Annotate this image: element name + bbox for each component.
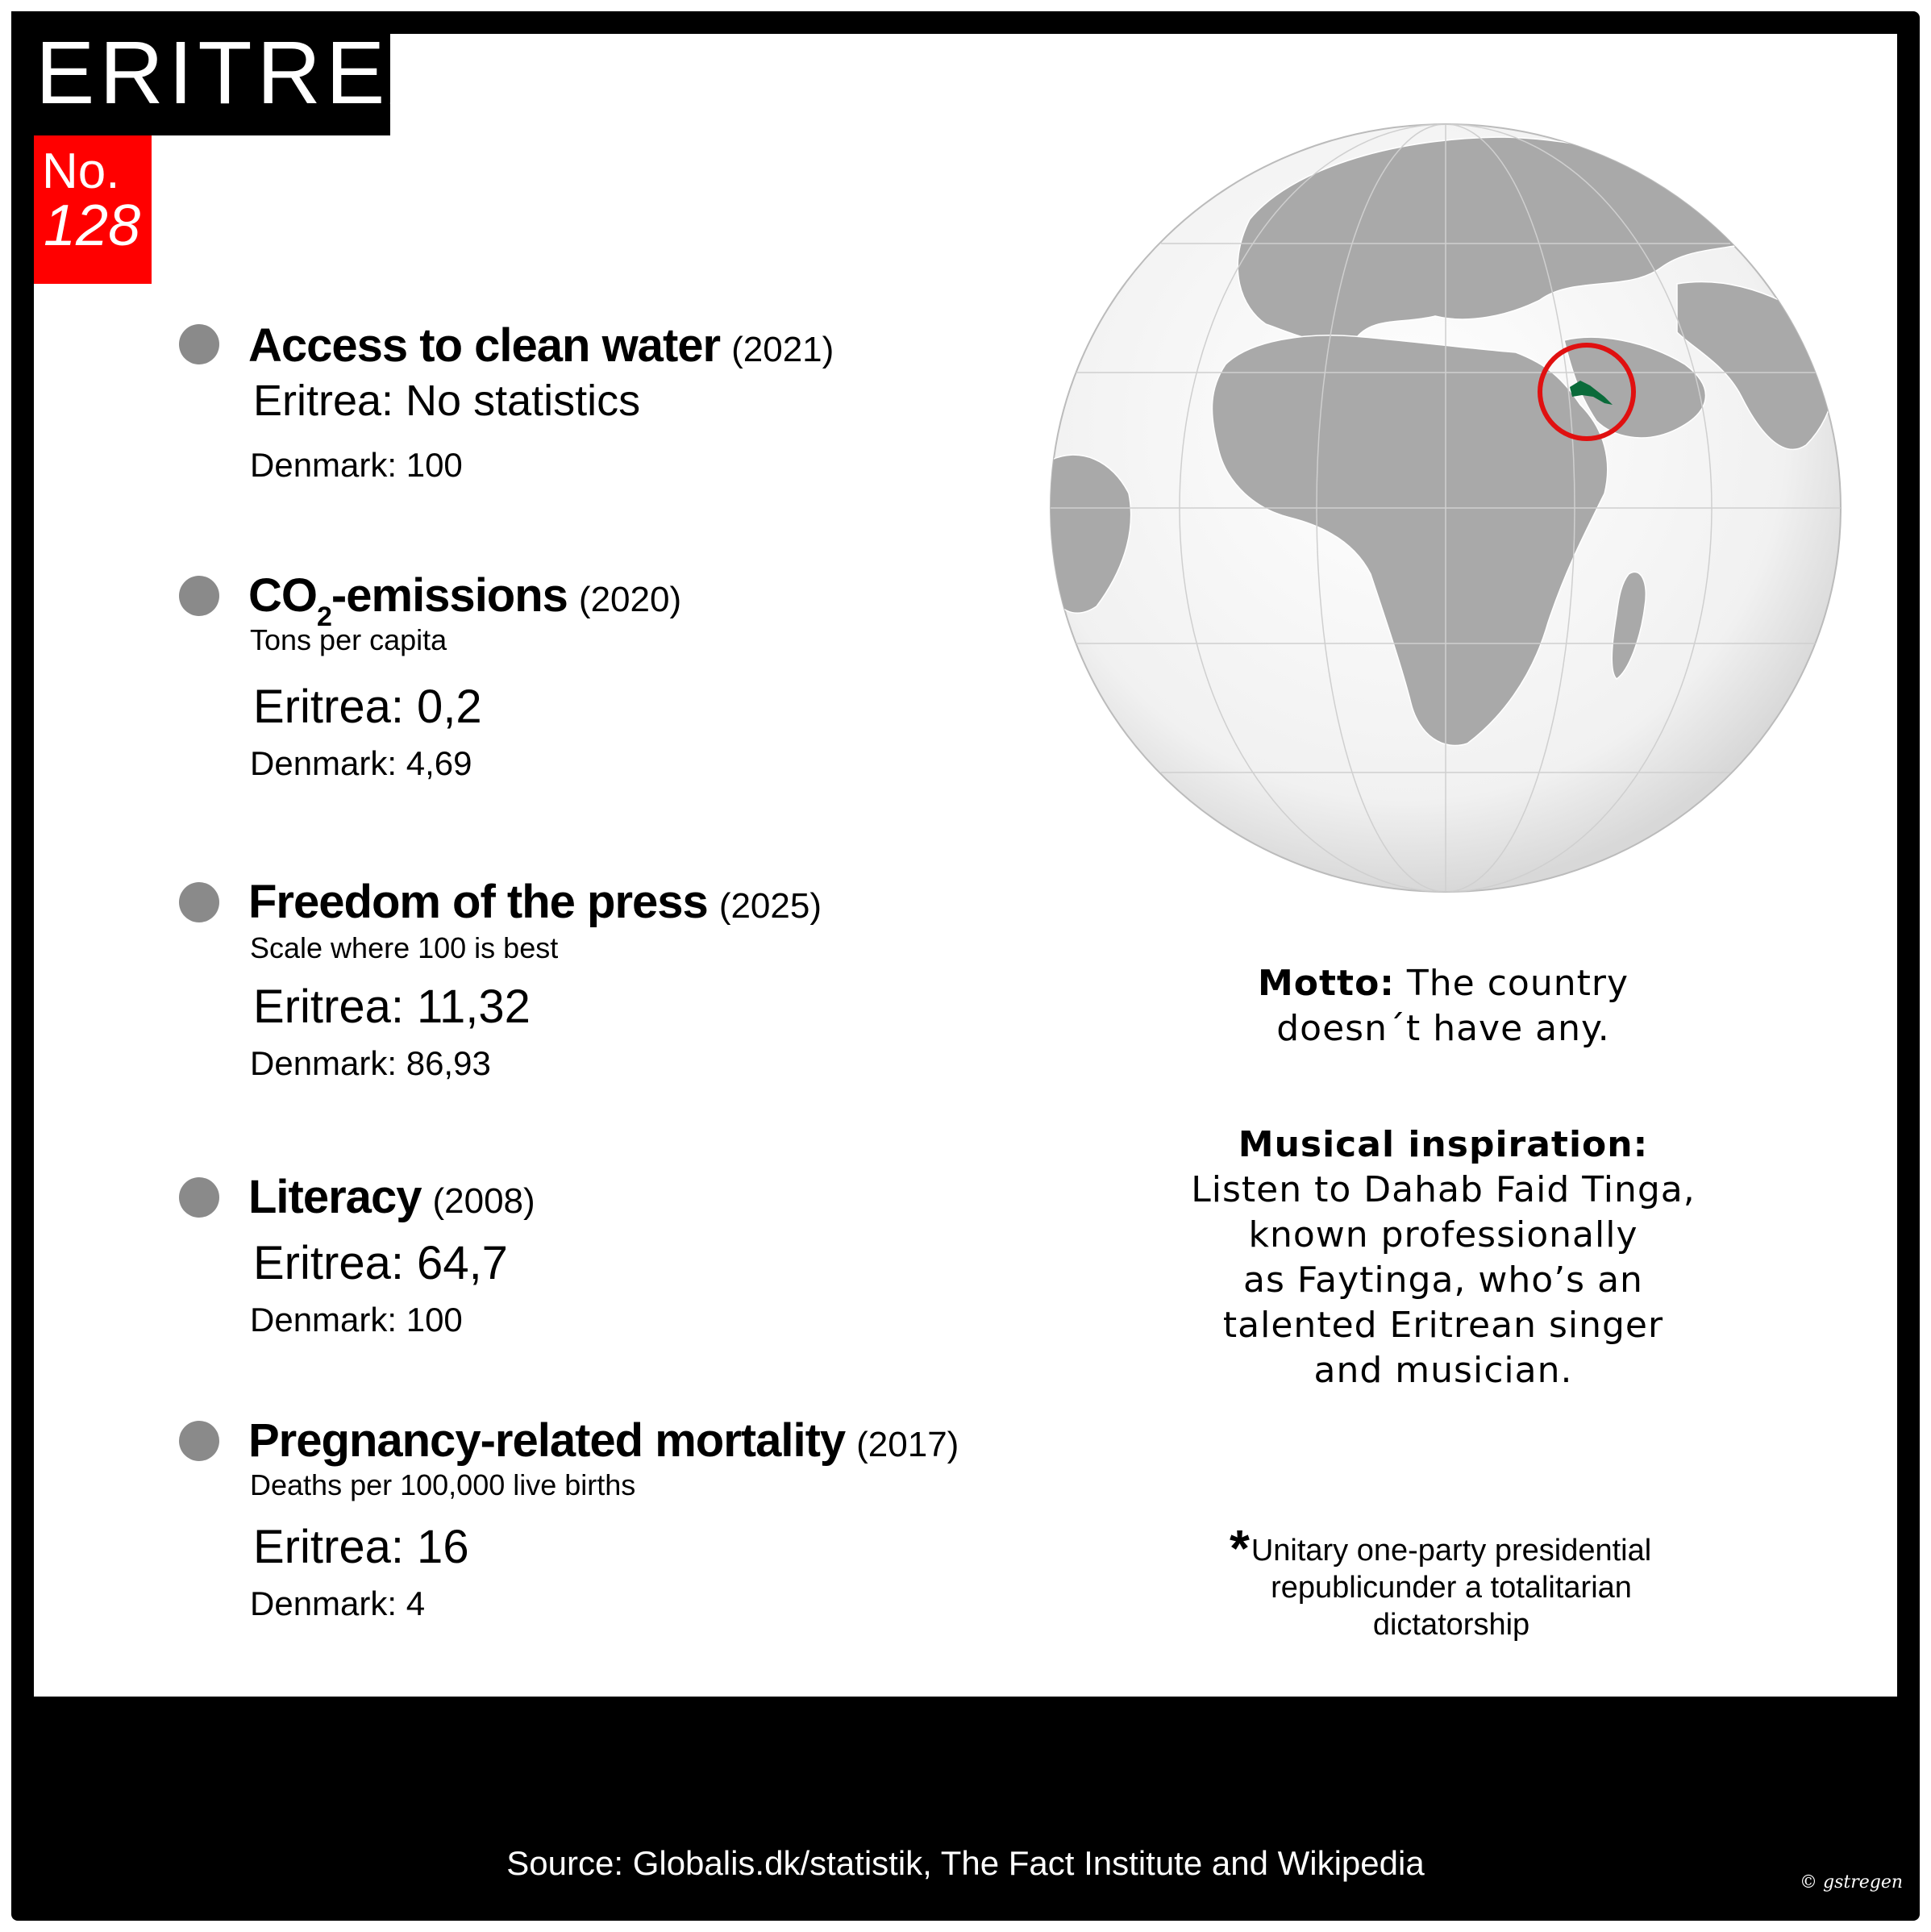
eritrea-value: Eritrea: 11,32 xyxy=(253,981,531,1033)
eritrea-value: Eritrea: 16 xyxy=(253,1521,469,1573)
asterisk: * xyxy=(1230,1519,1250,1577)
motto-label: Motto: xyxy=(1258,963,1395,1004)
stat-title-text: Pregnancy-related mortality xyxy=(248,1414,846,1467)
stat-year: (2017) xyxy=(856,1425,959,1464)
artist-signature: © gstregen xyxy=(1800,1872,1904,1892)
music-line: as Faytinga, who’s an xyxy=(1243,1260,1643,1301)
circle-bullet-icon xyxy=(179,1421,219,1461)
title-box xyxy=(11,11,454,135)
stat-title xyxy=(248,569,682,632)
denmark-value: Denmark: 4,69 xyxy=(250,744,472,782)
motto-block xyxy=(1161,961,1725,1051)
government-footnote xyxy=(1209,1532,1693,1643)
eritrea-value: Eritrea: No statistics xyxy=(253,377,641,425)
denmark-value: Denmark: 100 xyxy=(250,446,463,484)
stat-year: (2020) xyxy=(578,580,682,619)
circle-bullet-icon xyxy=(179,1177,219,1218)
footnote-line: Unitary one-party presidential xyxy=(1251,1534,1652,1568)
footnote-line: dictatorship xyxy=(1372,1608,1530,1642)
stat-title xyxy=(248,1171,535,1223)
stat-title-text-end: -emissions xyxy=(331,569,568,622)
stat-title xyxy=(248,1414,959,1467)
eritrea-value: Eritrea: 64,7 xyxy=(253,1237,508,1289)
circle-bullet-icon xyxy=(179,324,219,364)
circle-bullet-icon xyxy=(179,882,219,922)
music-line: talented Eritrean singer xyxy=(1222,1305,1664,1346)
footnote-line: republicunder a totalitarian xyxy=(1271,1571,1632,1605)
motto-line: doesn´t have any. xyxy=(1276,1008,1610,1049)
denmark-value: Denmark: 4 xyxy=(250,1584,426,1622)
rank-number: 128 xyxy=(44,194,141,258)
rank-badge xyxy=(34,135,152,284)
motto-line: The country xyxy=(1406,963,1629,1004)
denmark-value: Denmark: 86,93 xyxy=(250,1044,491,1082)
stat-year: (2008) xyxy=(432,1181,535,1221)
source-credit: Source: Globalis.dk/statistik, The Fact Institute and Wikipedia xyxy=(506,1844,1425,1882)
globe-map xyxy=(1048,123,1843,893)
denmark-value: Denmark: 100 xyxy=(250,1301,463,1339)
stat-title xyxy=(248,319,834,372)
stat-title xyxy=(248,876,822,928)
stat-title-text: CO xyxy=(248,569,317,622)
music-block xyxy=(1161,1122,1725,1393)
music-line: known professionally xyxy=(1248,1214,1638,1255)
stat-title-text: Freedom of the press xyxy=(248,876,708,928)
stat-subtitle: Deaths per 100,000 live births xyxy=(250,1468,636,1501)
stat-title-text: Literacy xyxy=(248,1171,422,1223)
stat-title-text: Access to clean water xyxy=(248,319,721,372)
circle-bullet-icon xyxy=(179,576,219,616)
rank-label: No. xyxy=(42,144,120,199)
music-label: Musical inspiration: xyxy=(1238,1124,1649,1165)
stat-title-subscript: 2 xyxy=(317,602,331,632)
country-title: ERITREA xyxy=(35,23,454,123)
music-line: and musician. xyxy=(1313,1350,1573,1391)
stat-subtitle: Tons per capita xyxy=(250,623,447,656)
eritrea-value: Eritrea: 0,2 xyxy=(253,681,482,733)
music-line: Listen to Dahab Faid Tinga, xyxy=(1191,1169,1696,1210)
stat-year: (2021) xyxy=(731,330,834,369)
stat-year: (2025) xyxy=(718,886,822,926)
stat-subtitle: Scale where 100 is best xyxy=(250,931,559,964)
